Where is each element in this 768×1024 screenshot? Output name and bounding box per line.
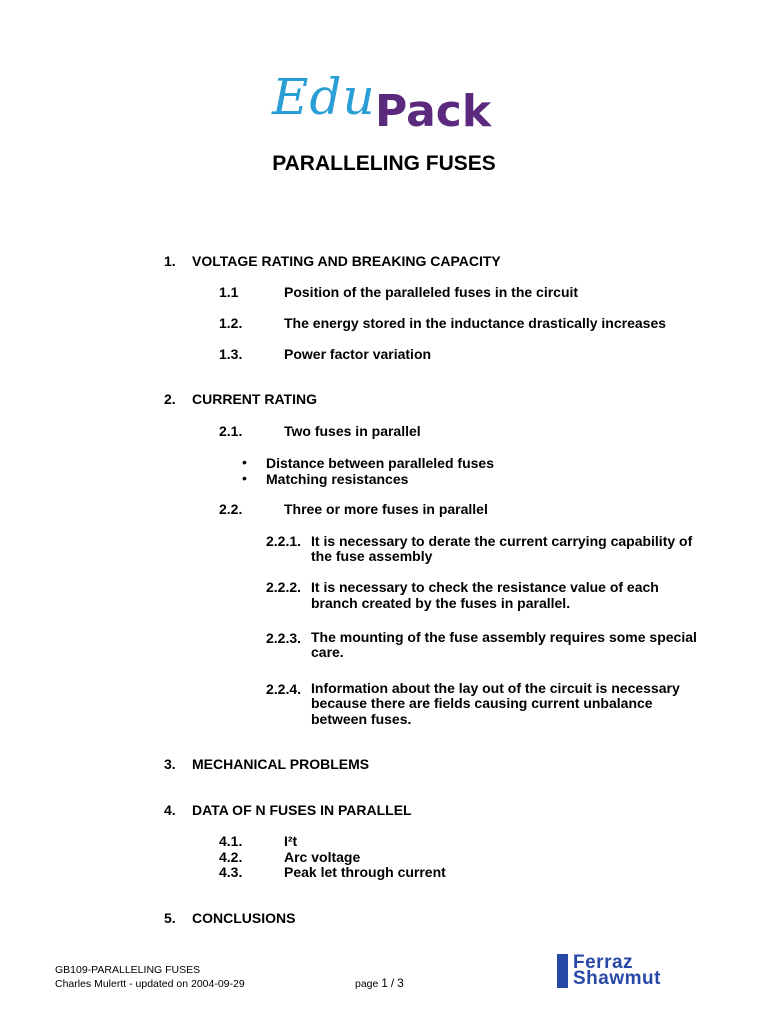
item-2-2-2-line2: branch created by the fuses in parallel. [311, 595, 571, 611]
section-1-heading: VOLTAGE RATING AND BREAKING CAPACITY [192, 253, 501, 269]
page-label: page [355, 978, 379, 990]
item-2-2-1-number: 2.2.1. [266, 533, 302, 549]
section-3-number: 3. [164, 756, 176, 772]
item-1-2-label: The energy stored in the inductance drastically increases [284, 315, 667, 331]
logo-shawmut-text: Shawmut [573, 968, 661, 989]
item-2-2-1-line1: It is necessary to derate the current carrying capability of [311, 533, 693, 549]
item-4-2-label: Arc voltage [284, 849, 361, 865]
section-1-number: 1. [164, 253, 176, 269]
footer-document-id: GB109-PARALLELING FUSES [55, 964, 201, 976]
item-2-2-3-number: 2.2.3. [266, 630, 302, 646]
page-number [355, 976, 404, 991]
item-2-2-2-number: 2.2.2. [266, 579, 302, 595]
page-title: PARALLELING FUSES [272, 152, 496, 175]
item-2-2-3-line1: The mounting of the fuse assembly requires some special [311, 629, 697, 645]
bullet-item-distance: Distance between paralleled fuses [266, 455, 494, 471]
item-2-2-4-line3: between fuses. [311, 711, 412, 727]
section-4-heading: DATA OF N FUSES IN PARALLEL [192, 802, 412, 818]
item-4-3-number: 4.3. [219, 864, 243, 880]
page-total: 3 [397, 976, 404, 990]
item-2-1-label: Two fuses in parallel [284, 423, 421, 439]
item-1-1-label: Position of the paralleled fuses in the circuit [284, 284, 579, 300]
section-3-heading: MECHANICAL PROBLEMS [192, 756, 370, 772]
item-1-2-number: 1.2. [219, 315, 243, 331]
logo-ferraz-text: Ferraz [573, 952, 634, 973]
item-2-2-3-line2: care. [311, 644, 344, 660]
ferraz-shawmut-logo [557, 954, 723, 988]
item-2-2-1-line2: the fuse assembly [311, 548, 433, 564]
logo-edu-text: Edu [272, 68, 376, 126]
bullet-dot: • [242, 454, 247, 470]
item-1-3-number: 1.3. [219, 346, 243, 362]
item-2-2-4-number: 2.2.4. [266, 681, 302, 697]
item-2-1-number: 2.1. [219, 423, 243, 439]
item-4-1-number: 4.1. [219, 833, 243, 849]
item-2-2-label: Three or more fuses in parallel [284, 501, 488, 517]
footer-author: Charles Mulertt - updated on 2004-09-29 [55, 978, 245, 990]
item-4-1-label: I²t [284, 833, 298, 849]
page-separator: / [390, 976, 395, 990]
bullet-item-matching: Matching resistances [266, 471, 409, 487]
section-2-heading: CURRENT RATING [192, 391, 317, 407]
item-4-3-label: Peak let through current [284, 864, 446, 880]
item-2-2-4-line1: Information about the lay out of the circuit is necessary [311, 680, 680, 696]
item-2-2-number: 2.2. [219, 501, 243, 517]
section-4-number: 4. [164, 802, 176, 818]
page-current: 1 [381, 976, 388, 990]
section-5-number: 5. [164, 910, 176, 926]
section-2-number: 2. [164, 391, 176, 407]
item-2-2-4-line2: because there are fields causing current unbalance [311, 695, 653, 711]
logo-pack-text: Pack [375, 86, 492, 137]
item-1-3-label: Power factor variation [284, 346, 432, 362]
item-1-1-number: 1.1 [219, 284, 239, 300]
bullet-dot: • [242, 470, 247, 486]
section-5-heading: CONCLUSIONS [192, 910, 296, 926]
item-2-2-2-line1: It is necessary to check the resistance value of each [311, 579, 659, 595]
logo-bar-icon [557, 954, 568, 988]
item-4-2-number: 4.2. [219, 849, 243, 865]
